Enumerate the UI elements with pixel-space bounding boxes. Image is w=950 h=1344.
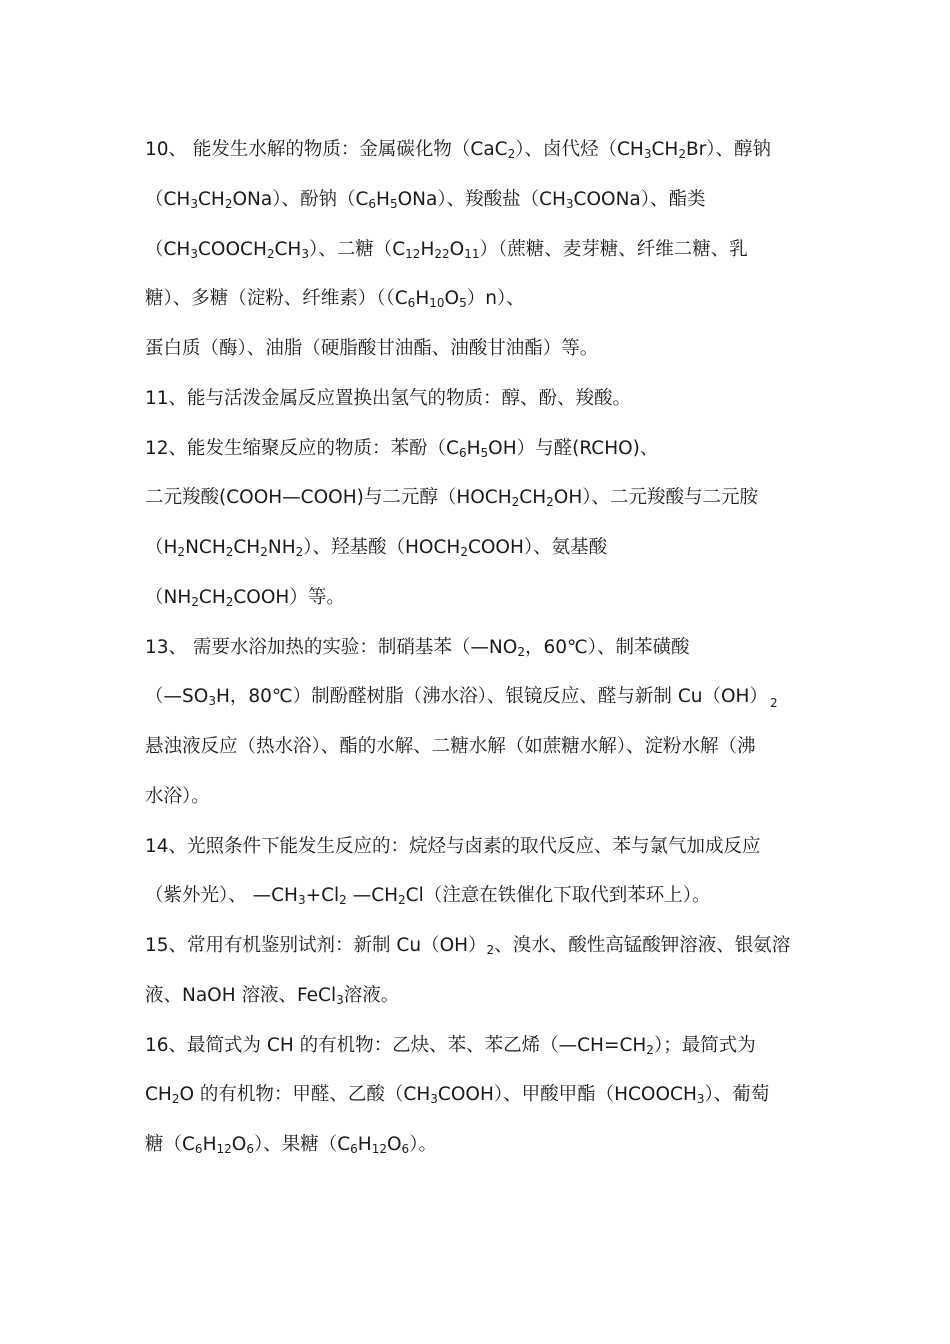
text-run: O (449, 238, 465, 260)
text-run: 12、能发生缩聚反应的物质：苯酚（C (145, 437, 459, 459)
text-line (145, 1132, 437, 1158)
subscript: 2 (769, 696, 778, 711)
text-run: 悬浊液反应（热水浴）、酯的水解、二糖水解（如蔗糖水解）、淀粉水解（沸 (145, 736, 756, 757)
subscript: 2 (339, 893, 347, 908)
text-run: CH (233, 537, 261, 558)
subscript: 3 (208, 694, 216, 709)
text-run: ）；最简式为 (653, 1034, 756, 1056)
text-line (145, 834, 761, 860)
text-run: O (444, 288, 460, 310)
text-run: +Cl (305, 885, 340, 907)
text-run: CH (198, 586, 226, 608)
text-run: COOH）、甲酸甲酯（HCOOCH (437, 1084, 697, 1106)
text-run: （H (145, 537, 178, 558)
text-run: H (420, 238, 435, 260)
text-run: O (231, 1134, 247, 1155)
text-run: 16、最简式为 CH 的有机物：乙炔、苯、苯乙烯（—CH=CH (145, 1034, 647, 1056)
subscript: 2 (507, 147, 516, 161)
text-run: —CH (346, 885, 399, 907)
text-run: COOH）、氨基酸 (467, 537, 608, 558)
text-run: 水浴）。 (145, 785, 210, 807)
text-run: H (415, 288, 430, 310)
subscript: 12 (216, 1142, 232, 1156)
text-line (145, 485, 758, 511)
text-line (145, 1033, 756, 1059)
subscript: 5 (480, 445, 489, 460)
subscript: 3 (190, 196, 198, 211)
text-run: 、溴水、酸性高锰酸钾溶液、银氨溶 (494, 935, 791, 956)
subscript: 2 (646, 1042, 654, 1057)
text-run: ）、羟基酸（HOCH (303, 537, 461, 558)
text-run: ）n）、 (466, 288, 525, 310)
text-run: OH）、二元羧酸与二元胺 (553, 487, 758, 509)
subscript: 3 (190, 246, 198, 261)
subscript: 2 (486, 943, 495, 957)
subscript: 2 (295, 545, 304, 559)
text-run: 15、常用有机鉴别试剂：新制 Cu（OH） (145, 935, 487, 956)
text-run: CH (145, 1084, 172, 1106)
text-run: COOCH (197, 238, 267, 260)
subscript: 6 (458, 445, 467, 460)
subscript: 5 (389, 196, 398, 211)
subscript: 2 (191, 594, 199, 609)
text-run: （CH (145, 188, 191, 210)
subscript: 12 (371, 1142, 387, 1156)
subscript: 2 (511, 495, 520, 510)
text-line (145, 684, 778, 710)
text-run: COONa）、酯类 (573, 188, 706, 210)
text-run: OH）与醛(RCHO)、 (488, 437, 659, 459)
text-run: ）、果糖（C (253, 1134, 351, 1155)
text-run: ，60℃）、制苯磺酸 (524, 636, 690, 658)
text-run: ONa）、羧酸盐（CH (397, 188, 566, 210)
text-line (145, 535, 607, 561)
subscript: 6 (246, 1142, 254, 1156)
text-line (145, 336, 598, 362)
text-line (145, 436, 658, 462)
text-run: 糖）、多糖（淀粉、纤维素）（（C (145, 288, 408, 310)
subscript: 2 (546, 495, 554, 510)
subscript: 2 (398, 893, 406, 908)
text-run: CH (519, 487, 547, 509)
text-run: 二元羧酸(COOH—COOH)与二元醇（HOCH (145, 487, 512, 509)
text-line (145, 983, 399, 1009)
text-line (145, 386, 631, 412)
text-run: CH (651, 139, 679, 160)
subscript: 6 (350, 1142, 358, 1156)
text-run: Br）、醇钠 (685, 139, 772, 160)
text-run: H (376, 188, 390, 210)
text-run: H (466, 437, 481, 459)
subscript: 5 (459, 296, 467, 311)
text-run: COOH）等。 (233, 586, 345, 608)
text-run: H (357, 1134, 372, 1155)
text-line (145, 237, 748, 263)
text-run: CH (197, 188, 225, 210)
subscript: 2 (266, 246, 275, 261)
text-run: ）。 (409, 1134, 437, 1155)
text-run: 液、NaOH 溶液、FeCl (145, 984, 337, 1006)
subscript: 10 (429, 296, 445, 311)
subscript: 3 (696, 1092, 705, 1107)
subscript: 2 (678, 147, 686, 161)
text-line (145, 933, 790, 959)
subscript: 2 (177, 545, 186, 559)
text-run: CH (274, 238, 302, 260)
text-run: Cl（注意在铁催化下取代到苯环上）。 (405, 885, 711, 907)
text-run: 蛋白质（酶）、油脂（硬脂酸甘油酯、油酸甘油酯）等。 (145, 338, 599, 359)
text-run: ）（蔗糖、麦芽糖、纤维二糖、乳 (479, 238, 748, 260)
subscript: 3 (301, 246, 309, 261)
text-run: NH (267, 537, 296, 558)
subscript: 3 (643, 147, 652, 161)
text-run: （—SO (145, 686, 209, 708)
text-run: ）、二糖（C (308, 238, 406, 260)
text-line (145, 286, 525, 312)
subscript: 6 (368, 196, 377, 211)
text-run: 13、 需要水浴加热的实验：制硝基苯（—NO (145, 636, 518, 658)
text-run: H，80℃）制酚醛树脂（沸水浴）、银镜反应、醛与新制 Cu（OH） (215, 686, 768, 708)
subscript: 3 (336, 992, 344, 1007)
text-run: ）、卤代烃（CH (515, 139, 644, 160)
text-line (145, 585, 345, 611)
subscript: 2 (171, 1092, 180, 1107)
subscript: 2 (225, 545, 234, 559)
text-run: ）、葡萄 (704, 1084, 770, 1106)
text-line (145, 734, 756, 760)
text-line (145, 1082, 769, 1108)
text-run: O (386, 1134, 402, 1155)
text-run: （CH (145, 238, 191, 260)
text-run: （紫外光）、 —CH (145, 885, 298, 907)
subscript: 6 (194, 1142, 203, 1156)
text-run: O 的有机物：甲醛、乙酸（CH (179, 1084, 431, 1106)
subscript: 2 (517, 644, 525, 659)
subscript: 3 (297, 893, 306, 908)
subscript: 2 (224, 196, 233, 211)
subscript: 3 (430, 1092, 438, 1107)
text-run: 11、能与活泼金属反应置换出氢气的物质：醇、酚、羧酸。 (145, 387, 632, 409)
text-line (145, 137, 771, 163)
text-run: H (202, 1134, 217, 1155)
subscript: 6 (401, 1142, 410, 1156)
text-run: NCH (185, 537, 226, 558)
text-line (145, 883, 710, 909)
subscript: 6 (407, 296, 416, 311)
subscript: 2 (225, 594, 234, 609)
text-run: 溶液。 (343, 984, 400, 1006)
text-line (145, 187, 706, 213)
text-line (145, 784, 210, 810)
subscript: 22 (434, 246, 450, 261)
text-run: 糖（C (145, 1134, 195, 1155)
text-line (145, 635, 690, 661)
text-run: ONa）、酚钠（C (232, 188, 369, 210)
subscript: 2 (260, 545, 268, 559)
text-run: 14、光照条件下能发生反应的：烷烃与卤素的取代反应、苯与氯气加成反应 (145, 835, 761, 857)
subscript: 3 (565, 196, 574, 211)
text-run: （NH (145, 586, 192, 608)
text-run: 10、 能发生水解的物质：金属碳化物（CaC (145, 139, 508, 160)
subscript: 12 (405, 246, 421, 261)
subscript: 2 (460, 545, 468, 559)
subscript: 11 (464, 246, 480, 261)
